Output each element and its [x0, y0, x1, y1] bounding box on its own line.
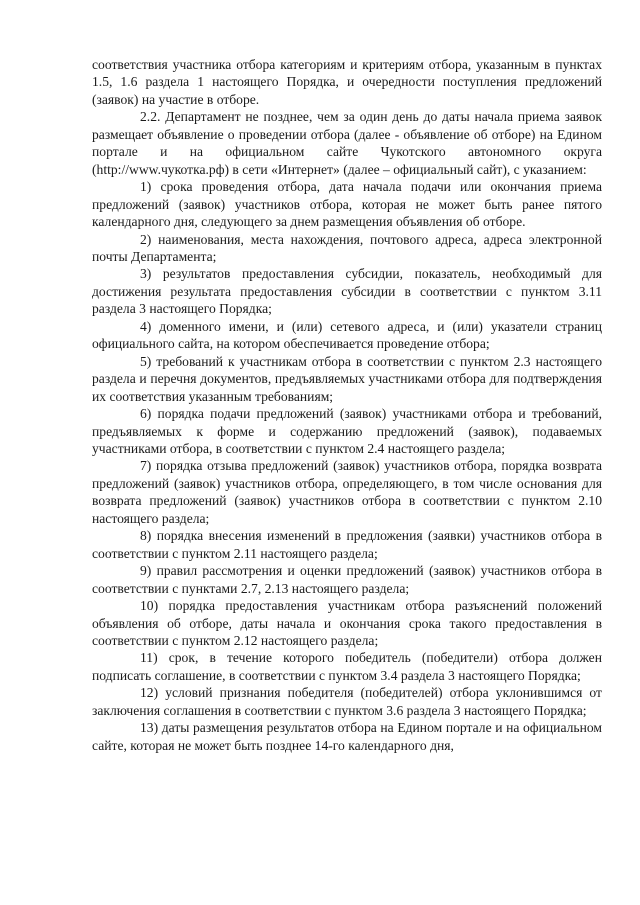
list-item-4: 4) доменного имени, и (или) сетевого адреса, и (или) указатели страниц официального сайта, на котором обеспечивается проведение отбора; [92, 318, 602, 352]
paragraph-2-2: 2.2. Департамент не позднее, чем за один день до даты начала приема заявок размещает объявление о проведении отбора (далее - объявление об отборе) на Едином портале и на официальном сайте Чукотского автономного округа (http://www.чукотка.рф) в сети «Интернет» (далее – официальный сайт), с указанием: [92, 109, 602, 177]
list-item-2: 2) наименования, места нахождения, почтового адреса, адреса электронной почты Департамента; [92, 231, 602, 264]
list-item-6: 6) порядка подачи предложений (заявок) участниками отбора и требований, предъявляемых к форме и содержанию предложений (заявок), подаваемых участниками отбора, в соответствии с пунктом 2.4 настоящего раздела; [92, 406, 602, 456]
list-item-5: 5) требований к участникам отбора в соответствии с пунктом 2.3 настоящего раздела и перечня документов, предъявляемых участниками отбора для подтверждения их соответствия указанным требованиям; [92, 353, 602, 404]
document-page [92, 56, 602, 754]
list-item-8: 8) порядка внесения изменений в предложения (заявки) участников отбора в соответствии с пунктом 2.11 настоящего раздела; [92, 528, 602, 561]
list-item-7: 7) порядка отзыва предложений (заявок) участников отбора, порядка возврата предложений (заявок) участников отбора, определяющего, в том числе основания для возврата предложений (заявок) участников отбора в соответствии с пунктом 2.10 настоящего раздела; [92, 458, 602, 526]
list-item-13: 13) даты размещения результатов отбора на Едином портале и на официальном сайте, которая не может быть позднее 14-го календарного дня, [92, 720, 602, 753]
paragraph-continuation: соответствия участника отбора категориям и критериям отбора, указанным в пунктах 1.5, 1.6 раздела 1 настоящего Порядка, и очередности поступления предложений (заявок) на участие в отборе. [92, 57, 602, 107]
list-item-3: 3) результатов предоставления субсидии, показатель, необходимый для достижения результата предоставления субсидии в соответствии с пунктом 3.11 раздела 3 настоящего Порядка; [92, 266, 602, 317]
list-item-11: 11) срок, в течение которого победитель (победители) отбора должен подписать соглашение, в соответствии с пунктом 3.4 раздела 3 настоящего Порядка; [92, 650, 602, 683]
list-item-10: 10) порядка предоставления участникам отбора разъяснений положений объявления об отборе, даты начала и окончания срока такого предоставления в соответствии с пунктом 2.12 настоящего раздела; [92, 598, 602, 648]
list-item-9: 9) правил рассмотрения и оценки предложений (заявок) участников отбора в соответствии с пунктами 2.7, 2.13 настоящего раздела; [92, 563, 602, 596]
list-item-12: 12) условий признания победителя (победителей) отбора уклонившимся от заключения соглашения в соответствии с пунктом 3.6 раздела 3 настоящего Порядка; [92, 685, 602, 718]
list-item-1: 1) срока проведения отбора, дата начала подачи или окончания приема предложений (заявок) участников отбора, которая не может быть ранее пятого календарного дня, следующего за днем размещения объявления об отборе. [92, 179, 602, 230]
